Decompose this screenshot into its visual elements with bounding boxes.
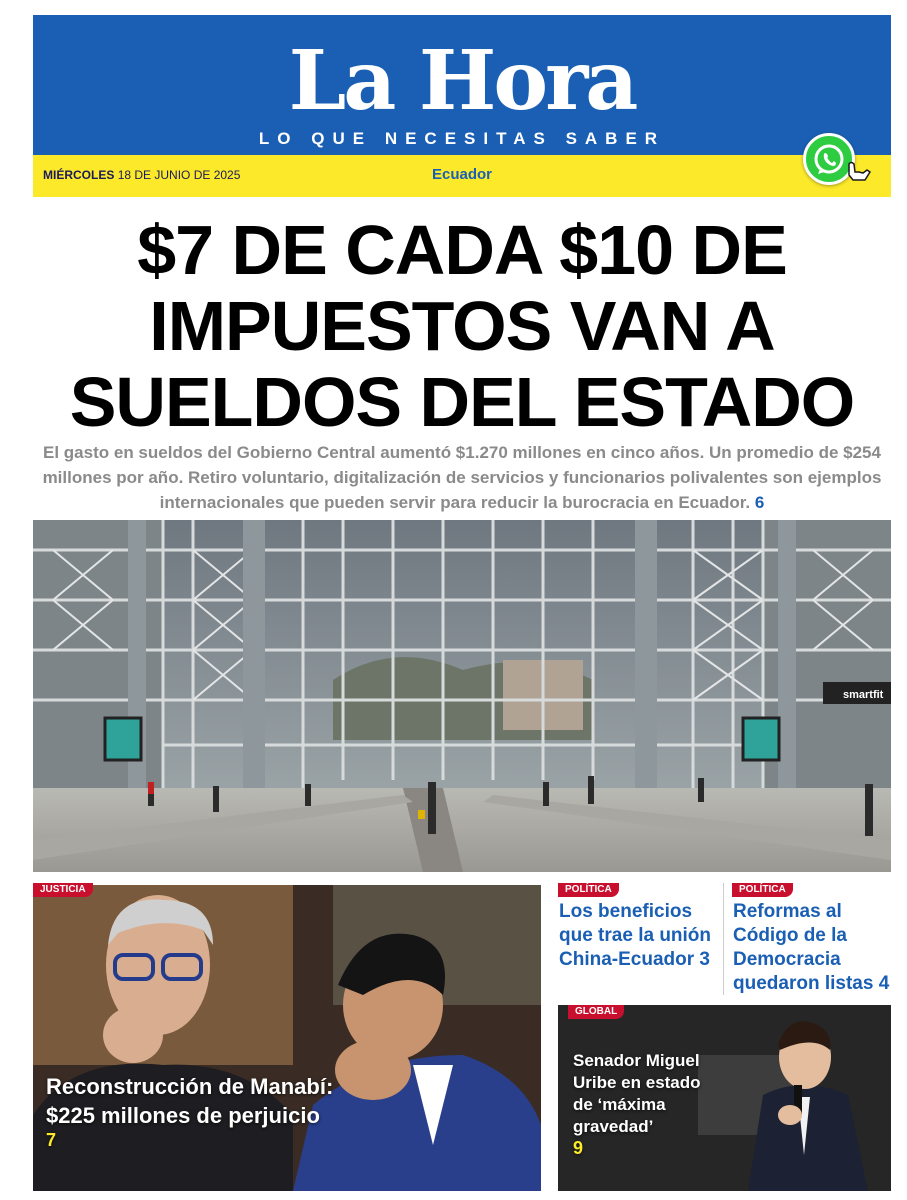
headline-line: SUELDOS DEL ESTADO	[69, 363, 855, 441]
slogan: LO QUE NECESITAS SABER	[258, 129, 666, 148]
main-photo-building	[33, 520, 891, 872]
summary-page-number: 6	[754, 493, 765, 512]
story-page-number: 3	[699, 949, 710, 970]
story-china-ecuador[interactable]	[559, 900, 719, 972]
story-page-number: 7	[46, 1130, 57, 1150]
edition-label: Ecuador	[431, 166, 492, 183]
newspaper-logo: La Hora	[288, 33, 636, 129]
story-title: Senador Miguel Uribe en estado de ‘máxima gravedad’	[573, 1051, 701, 1136]
story-title: Los beneficios que trae la unión China-Ecuador	[559, 901, 712, 970]
section-tag: POLÍTICA	[558, 883, 619, 897]
story-page-number: 9	[573, 1138, 584, 1158]
issue-weekday: MIÉRCOLES	[43, 168, 115, 182]
main-headline[interactable]	[40, 212, 884, 440]
section-tag: POLÍTICA	[732, 883, 793, 897]
main-summary	[33, 440, 891, 515]
smartfit-sign: smartfit	[843, 689, 884, 701]
story-title: Reformas al Código de la Democracia quedaron listas	[733, 901, 874, 994]
section-tag: GLOBAL	[568, 1005, 624, 1019]
headline-line: IMPUESTOS VAN A	[149, 287, 775, 365]
pointer-hand-icon	[845, 160, 875, 186]
column-divider	[723, 883, 724, 995]
issue-day: 18 DE JUNIO DE 2025	[117, 168, 241, 182]
story-codigo-democracia[interactable]	[733, 900, 893, 996]
story-reconstruccion[interactable]	[46, 1072, 346, 1150]
headline-line: $7 DE CADA $10 DE	[137, 211, 787, 289]
section-tag: JUSTICIA	[33, 883, 93, 897]
date-band	[33, 155, 891, 197]
story-title: Reconstrucción de Manabí: $225 millones de perjuicio	[46, 1074, 334, 1128]
summary-text: El gasto en sueldos del Gobierno Central aumentó $1.270 millones en cinco años. Un promedio de $254 millones por año. Retiro voluntario, digitalización de servicios y funcionarios polivalentes son ejemplos internacionales que pueden servir para reducir la burocracia en Ecuador.	[42, 443, 882, 512]
masthead	[33, 15, 891, 155]
story-miguel-uribe[interactable]	[573, 1050, 723, 1158]
story-page-number: 4	[878, 973, 890, 994]
